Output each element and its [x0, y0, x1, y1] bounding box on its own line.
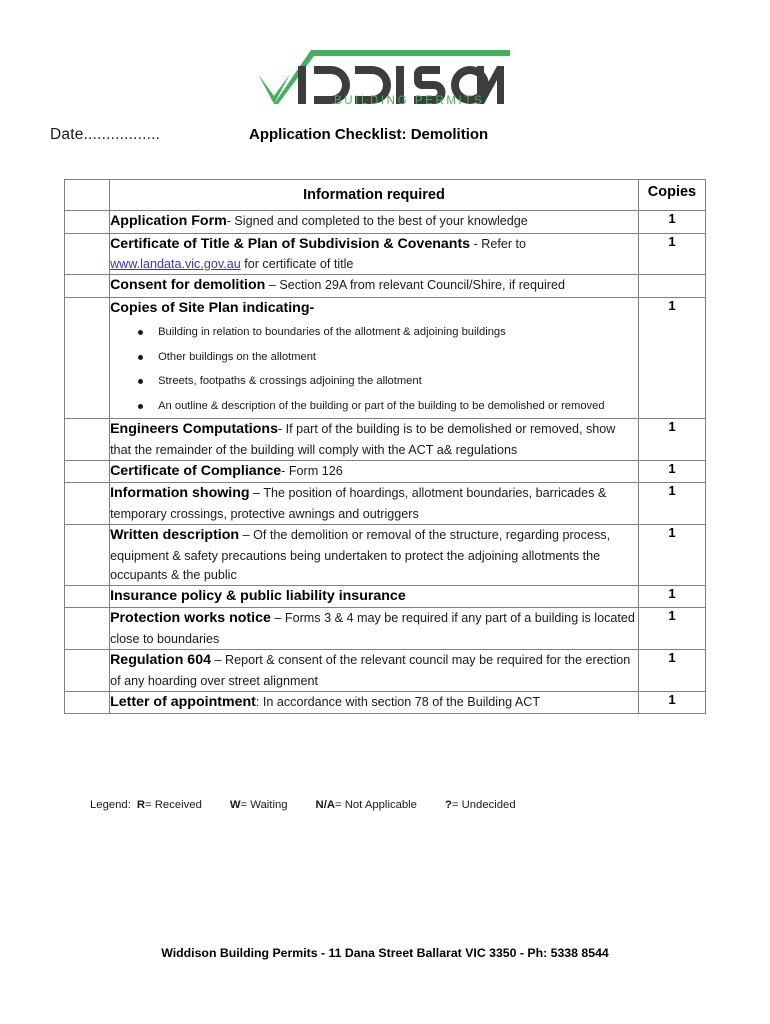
copies-cell: 1: [638, 650, 705, 692]
status-mark-cell[interactable]: [65, 233, 110, 275]
requirement-term: Information showing: [110, 485, 250, 502]
status-mark-cell[interactable]: [65, 211, 110, 234]
copies-cell: 1: [638, 524, 705, 585]
requirement-description: - If part of the building is to be demolished or removed, show that the remainder of the building will comply with the ACT a& regulations: [110, 421, 616, 457]
copies-cell: 1: [638, 483, 705, 525]
requirement-description-tail: for certificate of title: [240, 257, 354, 272]
status-mark-cell[interactable]: [65, 297, 110, 418]
requirement-cell: [110, 483, 639, 525]
copies-cell: [638, 275, 705, 298]
requirement-cell: [110, 233, 639, 275]
requirement-description: – Of the demolition or removal of the structure, regarding process, equipment & safety precautions being undertaken to protect the adjoining allotments the occupants & the public: [110, 527, 611, 582]
copies-cell: 1: [638, 608, 705, 650]
requirement-term: Certificate of Title & Plan of Subdivision & Covenants: [110, 235, 471, 252]
status-mark-cell[interactable]: [65, 418, 110, 460]
table-row: [65, 483, 706, 525]
table-header-row: [65, 180, 706, 211]
legend-value: = Received: [145, 799, 202, 811]
list-item: Streets, footpaths & crossings adjoining the allotment: [158, 373, 638, 390]
requirement-term: Consent for demolition: [110, 277, 266, 294]
table-row: [65, 585, 706, 608]
column-header-mark: [65, 180, 110, 211]
landata-link[interactable]: www.landata.vic.gov.au: [110, 257, 241, 272]
table-row: [65, 608, 706, 650]
requirement-term: Copies of Site Plan indicating-: [110, 299, 315, 316]
copies-cell: 1: [638, 297, 705, 418]
requirement-description: - Signed and completed to the best of your knowledge: [226, 214, 528, 229]
company-logo: [0, 48, 770, 110]
legend-item: [316, 799, 417, 811]
legend-item: [230, 799, 288, 811]
status-mark-cell[interactable]: [65, 608, 110, 650]
column-header-copies: Copies: [638, 180, 705, 211]
legend: [90, 799, 516, 811]
copies-cell: 1: [638, 211, 705, 234]
copies-cell: 1: [638, 585, 705, 608]
table-row: [65, 211, 706, 234]
status-mark-cell[interactable]: [65, 483, 110, 525]
legend-value: = Not Applicable: [335, 799, 417, 811]
legend-key: N/A: [315, 799, 335, 811]
copies-cell: 1: [638, 418, 705, 460]
requirement-term: Written description: [110, 526, 240, 543]
requirement-cell: [110, 650, 639, 692]
table-row: [65, 460, 706, 483]
requirement-description: – Report & consent of the relevant council may be required for the erection of any hoarding over street alignment: [110, 653, 631, 688]
requirement-term: Engineers Computations: [110, 420, 278, 437]
requirement-cell: [110, 608, 639, 650]
requirement-cell: [110, 211, 639, 234]
requirement-description: – Section 29A from relevant Council/Shire, if required: [265, 278, 565, 293]
requirement-term: Application Form: [110, 213, 227, 230]
page-title: Application Checklist: Demolition: [249, 126, 489, 143]
legend-item: [137, 799, 202, 811]
copies-cell: 1: [638, 233, 705, 275]
list-item: Building in relation to boundaries of the allotment & adjoining buildings: [158, 324, 638, 341]
table-row: [65, 275, 706, 298]
requirement-term: Certificate of Compliance: [110, 462, 282, 479]
status-mark-cell[interactable]: [65, 275, 110, 298]
copies-cell: 1: [638, 460, 705, 483]
table-row: [65, 524, 706, 585]
requirement-cell: [110, 524, 639, 585]
status-mark-cell[interactable]: [65, 585, 110, 608]
checklist-table: [64, 179, 706, 714]
requirement-term: Protection works notice: [110, 610, 271, 627]
list-item: An outline & description of the building or part of the building to be demolished or removed: [158, 398, 638, 415]
requirement-cell: [110, 460, 639, 483]
requirement-description: - Form 126: [281, 463, 343, 478]
requirement-cell: [110, 275, 639, 298]
requirement-term: Regulation 604: [110, 652, 211, 669]
status-mark-cell[interactable]: [65, 524, 110, 585]
copies-cell: 1: [638, 691, 705, 714]
table-row: [65, 418, 706, 460]
table-row: [65, 650, 706, 692]
logo-tagline: BUILDING PERMITS: [334, 95, 485, 107]
status-mark-cell[interactable]: [65, 650, 110, 692]
requirement-cell: [110, 418, 639, 460]
requirement-cell: [110, 585, 639, 608]
legend-title: Legend:: [90, 799, 131, 811]
requirement-description: – The position of hoardings, allotment boundaries, barricades & temporary crossings, protective awnings and outriggers: [110, 486, 607, 521]
requirement-bullet-list: [110, 324, 638, 414]
date-field-label: Date.................: [50, 126, 161, 143]
table-row: [65, 233, 706, 275]
footer-contact: Widdison Building Permits - 11 Dana Street Ballarat VIC 3350 - Ph: 5338 8544: [161, 946, 609, 960]
status-mark-cell[interactable]: [65, 460, 110, 483]
legend-key: ?: [444, 799, 452, 811]
requirement-description: - Refer to: [470, 236, 527, 251]
requirement-term: Letter of appointment: [110, 693, 256, 710]
legend-item: [445, 799, 516, 811]
list-item: Other buildings on the allotment: [158, 349, 638, 366]
requirement-cell: [110, 691, 639, 714]
checklist-rows: [65, 211, 706, 714]
legend-value: = Undecided: [451, 799, 516, 811]
logo-graphic: [254, 48, 516, 110]
legend-key: R: [136, 799, 146, 811]
legend-key: W: [229, 799, 241, 811]
table-row: [65, 691, 706, 714]
requirement-term: Insurance policy & public liability insurance: [110, 587, 406, 604]
document-header: [0, 126, 770, 150]
table-row: [65, 297, 706, 418]
requirement-description: – Forms 3 & 4 may be required if any part of a building is located close to boundaries: [110, 611, 635, 646]
column-header-information: Information required: [110, 180, 639, 211]
requirement-cell: [110, 297, 639, 418]
status-mark-cell[interactable]: [65, 691, 110, 714]
legend-value: = Waiting: [240, 799, 288, 811]
requirement-description: : In accordance with section 78 of the Building ACT: [255, 694, 541, 709]
